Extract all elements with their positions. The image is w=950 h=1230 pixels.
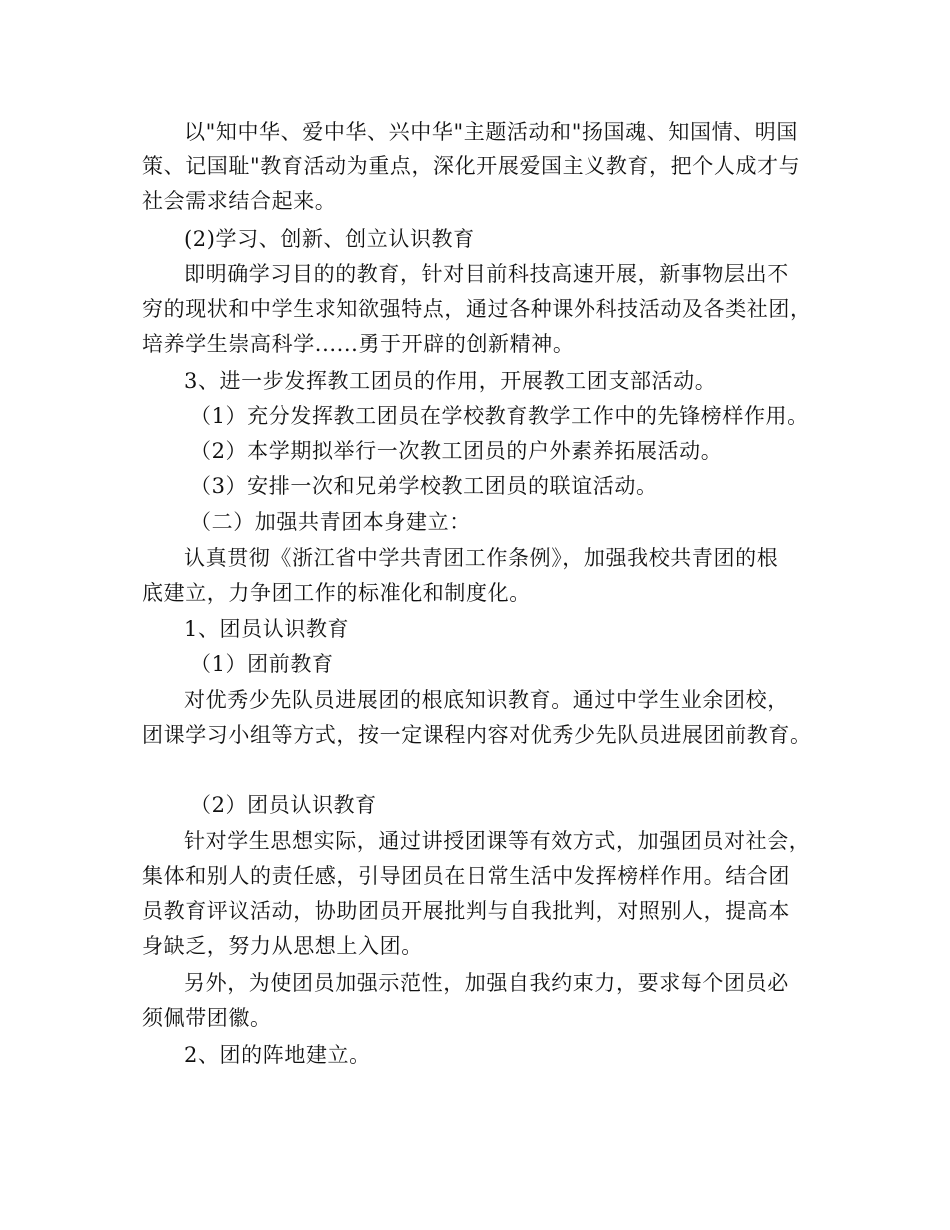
paragraph-line: 身缺乏，努力从思想上入团。 <box>142 934 423 958</box>
paragraph-line: 另外，为使团员加强示范性，加强自我约束力，要求每个团员必 <box>184 971 789 995</box>
subsection-heading: （1）团前教育 <box>190 652 334 676</box>
paragraph-line: 以"知中华、爱中华、兴中华"主题活动和"扬国魂、知国情、明国 <box>184 120 798 144</box>
paragraph-line: 集体和别人的责任感，引导团员在日常生活中发挥榜样作用。结合团 <box>142 864 790 888</box>
section-heading: (2)学习、创新、创立认识教育 <box>184 227 475 251</box>
paragraph-line: 社会需求结合起来。 <box>142 189 337 213</box>
section-heading: 3、进一步发挥教工团员的作用，开展教工团支部活动。 <box>184 369 717 393</box>
paragraph-line: 须佩带团徽。 <box>142 1006 272 1030</box>
paragraph-line: 穷的现状和中学生求知欲强特点，通过各种课外科技活动及各类社团， <box>142 297 812 321</box>
list-item: （3）安排一次和兄弟学校教工团员的联谊活动。 <box>190 474 658 498</box>
paragraph-line: 即明确学习目的的教育，针对目前科技高速开展，新事物层出不 <box>184 262 789 286</box>
paragraph-line: 员教育评议活动，协助团员开展批判与自我批判，对照别人，提高本 <box>142 899 790 923</box>
section-heading: 2、团的阵地建立。 <box>184 1043 371 1067</box>
paragraph-line: 底建立，力争团工作的标准化和制度化。 <box>142 581 531 605</box>
list-item: （2）本学期拟举行一次教工团员的户外素养拓展活动。 <box>190 439 723 463</box>
paragraph-line: 策、记国耻"教育活动为重点，深化开展爱国主义教育，把个人成才与 <box>142 154 801 178</box>
paragraph-line: 团课学习小组等方式，按一定课程内容对优秀少先队员进展团前教育。 <box>142 723 812 747</box>
paragraph-line: 针对学生思想实际，通过讲授团课等有效方式，加强团员对社会， <box>184 829 811 853</box>
paragraph-line: 对优秀少先队员进展团的根底知识教育。通过中学生业余团校， <box>184 688 789 712</box>
paragraph-line: 培养学生崇高科学......勇于开辟的创新精神。 <box>142 332 575 356</box>
list-item: （1）充分发挥教工团员在学校教育教学工作中的先锋榜样作用。 <box>190 404 809 428</box>
section-heading: 1、团员认识教育 <box>184 617 350 641</box>
paragraph-line: 认真贯彻《浙江省中学共青团工作条例》，加强我校共青团的根 <box>184 546 779 570</box>
subsection-heading: （2）团员认识教育 <box>190 793 377 817</box>
section-heading: （二）加强共青团本身建立： <box>190 510 471 534</box>
